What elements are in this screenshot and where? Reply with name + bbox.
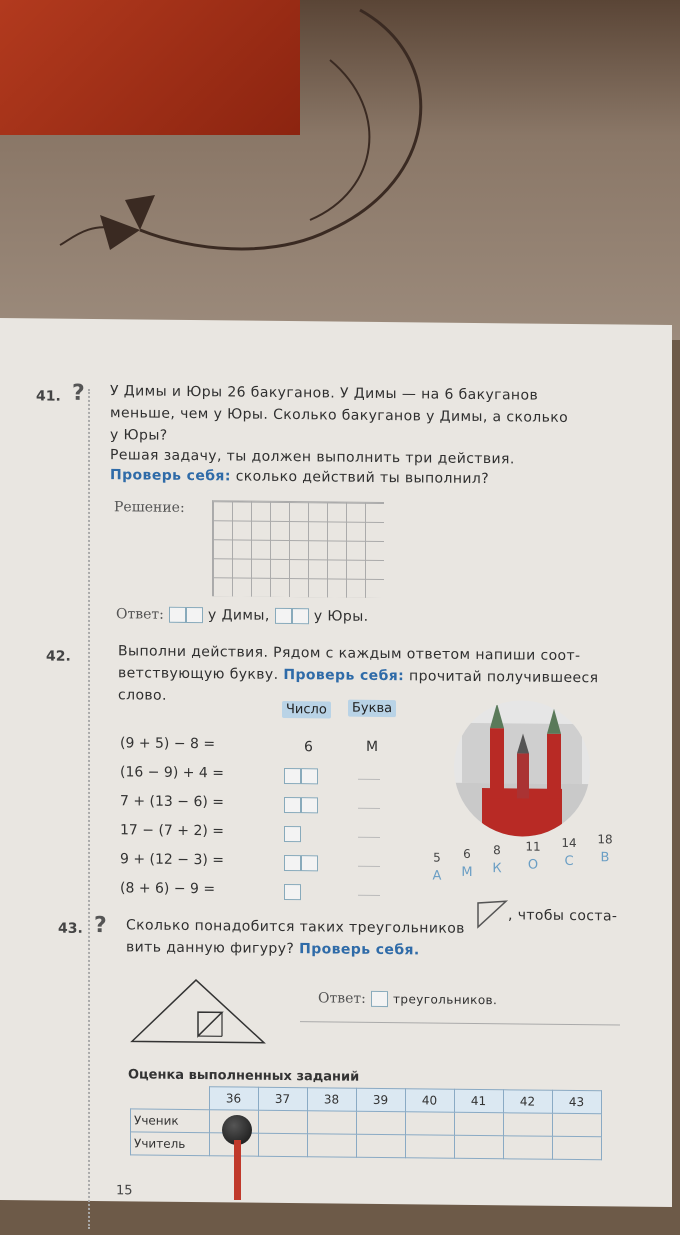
score-cell[interactable] bbox=[307, 1111, 356, 1135]
task-42-line2b: прочитай получившееся bbox=[409, 668, 598, 686]
score-title: Оценка выполненных заданий bbox=[128, 1067, 359, 1084]
answer-value: 6 bbox=[284, 739, 313, 755]
answer-box-dima-1[interactable] bbox=[169, 606, 186, 622]
answer-box[interactable] bbox=[284, 796, 301, 812]
score-table bbox=[130, 1085, 602, 1160]
key-letter: А bbox=[424, 868, 450, 883]
column-letter-header: Буква bbox=[348, 700, 396, 718]
score-cell[interactable] bbox=[454, 1112, 503, 1136]
check-text: сколько действий ты выполнил? bbox=[236, 468, 489, 487]
score-cell[interactable] bbox=[552, 1136, 601, 1160]
letter-cell[interactable] bbox=[358, 852, 380, 871]
answer-cell[interactable] bbox=[284, 736, 313, 755]
kremlin-illustration bbox=[452, 693, 592, 839]
key-number: 14 bbox=[556, 836, 582, 850]
task-41-check bbox=[110, 467, 489, 487]
letter-value: М bbox=[358, 739, 378, 755]
expression: (8 + 6) − 9 = bbox=[120, 880, 215, 897]
score-row-teacher bbox=[131, 1132, 602, 1160]
letter-cell[interactable] bbox=[358, 765, 380, 784]
wall-ornament bbox=[30, 0, 550, 320]
expression: 7 + (13 − 6) = bbox=[120, 793, 224, 810]
expression: 17 − (7 + 2) = bbox=[120, 822, 224, 839]
task-42-line2a: ветствующую букву. bbox=[118, 665, 278, 683]
solution-label: Решение: bbox=[114, 499, 185, 516]
expression: (16 − 9) + 4 = bbox=[120, 764, 224, 781]
key-number: 5 bbox=[424, 850, 450, 864]
task-column-header: 40 bbox=[405, 1089, 454, 1113]
column-number-header: Число bbox=[282, 701, 331, 719]
answer-text: треугольников. bbox=[393, 992, 497, 1007]
question-icon: ? bbox=[94, 913, 107, 938]
task-column-header: 38 bbox=[307, 1088, 356, 1112]
task-41-answer bbox=[116, 603, 369, 625]
task-column-header: 39 bbox=[356, 1088, 405, 1112]
task-41-line3: у Юры? bbox=[110, 427, 168, 444]
check-label: Проверь себя: bbox=[283, 667, 404, 684]
key-number: 6 bbox=[454, 847, 480, 861]
score-cell[interactable] bbox=[307, 1134, 356, 1158]
expression: 9 + (12 − 3) = bbox=[120, 851, 224, 868]
margin-dotted-line bbox=[88, 389, 92, 1229]
task-42-line3: слово. bbox=[118, 687, 167, 704]
triangle-figure bbox=[128, 975, 268, 1046]
answer-cell[interactable] bbox=[284, 765, 318, 784]
task-41-number: 41. bbox=[36, 388, 61, 404]
letter-line[interactable] bbox=[358, 866, 380, 867]
letter-cell[interactable] bbox=[358, 736, 378, 755]
answer-cell[interactable] bbox=[284, 823, 301, 842]
score-cell[interactable] bbox=[405, 1112, 454, 1136]
question-icon: ? bbox=[72, 381, 85, 406]
expression: (9 + 5) − 8 = bbox=[120, 735, 215, 752]
answer-box-yura-1[interactable] bbox=[275, 607, 292, 623]
task-42-line2 bbox=[118, 665, 598, 686]
key-letter: С bbox=[556, 854, 582, 869]
task-column-header: 41 bbox=[454, 1089, 503, 1113]
score-cell[interactable] bbox=[503, 1136, 552, 1160]
task-43-number: 43. bbox=[58, 921, 83, 937]
key-letter: К bbox=[484, 861, 510, 876]
answer-box[interactable] bbox=[284, 825, 301, 841]
check-label: Проверь себя. bbox=[299, 941, 420, 958]
key-number: 11 bbox=[520, 839, 546, 853]
answer-yura: у Юры. bbox=[314, 608, 369, 625]
answer-cell[interactable] bbox=[284, 794, 318, 813]
score-cell[interactable] bbox=[405, 1135, 454, 1159]
answer-box[interactable] bbox=[284, 767, 301, 783]
score-cell[interactable] bbox=[258, 1110, 307, 1134]
letter-cell[interactable] bbox=[358, 823, 380, 842]
task-column-header: 42 bbox=[503, 1090, 552, 1114]
letter-line[interactable] bbox=[358, 808, 380, 809]
answer-box[interactable] bbox=[284, 854, 301, 870]
answer-box-dima-2[interactable] bbox=[186, 606, 203, 622]
key-number: 18 bbox=[592, 832, 618, 846]
answer-box-yura-2[interactable] bbox=[292, 608, 309, 624]
task-column-header: 37 bbox=[258, 1087, 307, 1111]
task-43-line1b: , чтобы соста- bbox=[508, 907, 617, 924]
answer-cell[interactable] bbox=[284, 881, 301, 900]
task-43-line2-text: вить данную фигуру? bbox=[126, 939, 294, 957]
key-number: 8 bbox=[484, 843, 510, 857]
key-letter: М bbox=[454, 865, 480, 880]
key-letter: О bbox=[520, 857, 546, 872]
letter-cell[interactable] bbox=[358, 881, 380, 900]
row-label-student: Ученик bbox=[131, 1109, 210, 1133]
textbook-page bbox=[0, 318, 672, 1207]
task-41-line4: Решая задачу, ты должен выполнить три действия. bbox=[110, 447, 515, 467]
score-cell[interactable] bbox=[552, 1113, 601, 1137]
task-43-line2 bbox=[126, 939, 420, 958]
task-column-header: 43 bbox=[552, 1090, 601, 1114]
divider-line bbox=[300, 1021, 620, 1025]
answer-label: Ответ: bbox=[116, 606, 164, 623]
answer-label: Ответ: bbox=[318, 990, 366, 1007]
score-cell[interactable] bbox=[503, 1113, 552, 1137]
answer-box[interactable] bbox=[284, 883, 301, 899]
answer-cell[interactable] bbox=[284, 852, 318, 871]
score-cell[interactable] bbox=[454, 1135, 503, 1159]
pushpin-body bbox=[234, 1140, 241, 1200]
answer-box-43[interactable] bbox=[371, 990, 388, 1006]
triangle-icon bbox=[474, 899, 510, 929]
score-cell[interactable] bbox=[258, 1133, 307, 1157]
task-42-line1: Выполни действия. Рядом с каждым ответом напиши соот- bbox=[118, 643, 581, 664]
task-43-answer bbox=[318, 987, 497, 1008]
page-number: 15 bbox=[116, 1183, 133, 1198]
answer-dima: у Димы, bbox=[208, 607, 270, 624]
letter-line[interactable] bbox=[358, 837, 380, 838]
key-letter: В bbox=[592, 850, 618, 865]
task-41-line2: меньше, чем у Юры. Сколько бакуганов у Димы, а сколько bbox=[110, 405, 568, 426]
score-cell[interactable] bbox=[356, 1134, 405, 1158]
task-42-number: 42. bbox=[46, 648, 71, 664]
solution-grid[interactable] bbox=[212, 500, 384, 598]
letter-cell[interactable] bbox=[358, 794, 380, 813]
answer-box[interactable] bbox=[301, 797, 318, 813]
task-43-line1: Сколько понадобится таких треугольников bbox=[126, 917, 465, 937]
row-label-teacher: Учитель bbox=[131, 1132, 210, 1156]
score-cell[interactable] bbox=[356, 1111, 405, 1135]
letter-line[interactable] bbox=[358, 779, 380, 780]
check-label: Проверь себя: bbox=[110, 467, 231, 484]
task-41-line1: У Димы и Юры 26 бакуганов. У Димы — на 6 бакуганов bbox=[110, 383, 538, 403]
letter-line[interactable] bbox=[358, 895, 380, 896]
answer-box[interactable] bbox=[301, 768, 318, 784]
answer-box[interactable] bbox=[301, 855, 318, 871]
task-column-header: 36 bbox=[209, 1087, 258, 1111]
